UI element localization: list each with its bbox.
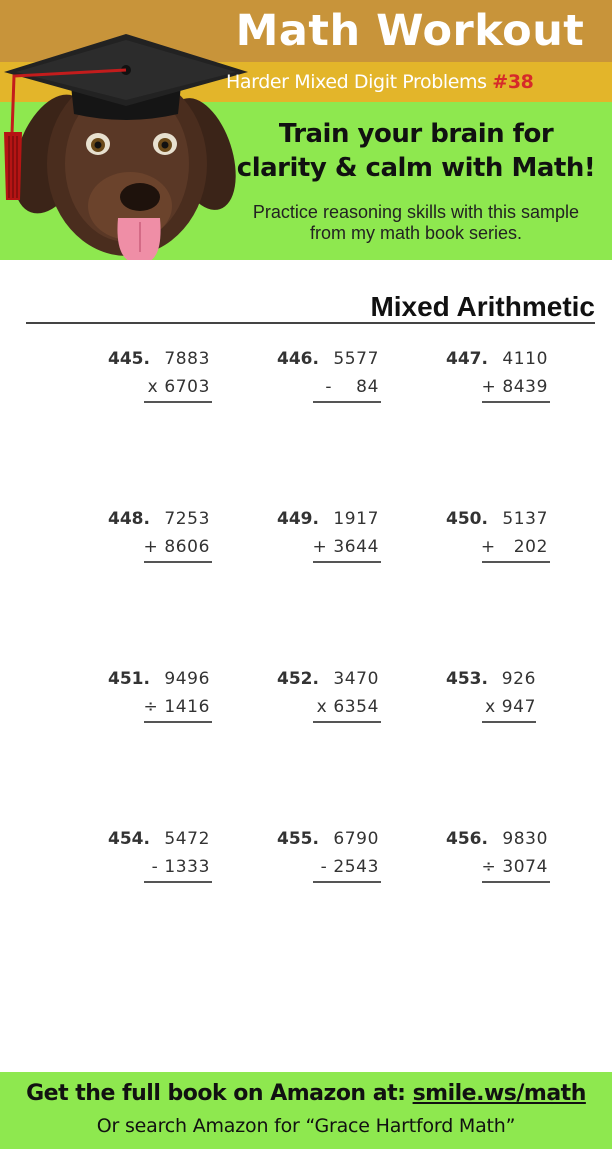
problem-top-operand: 7883: [164, 349, 210, 369]
problem-bottom-operand: - 1333: [151, 857, 210, 877]
problem-number: 451.: [108, 669, 150, 689]
problem-bottom-operand: ÷ 1416: [143, 697, 210, 717]
problem-top-operand: 6790: [333, 829, 379, 849]
problem-number: 445.: [108, 349, 150, 369]
problem-448: [108, 509, 228, 569]
problem-number: 447.: [446, 349, 488, 369]
problem-bottom-operand: x 6703: [147, 377, 210, 397]
answer-line: [482, 401, 550, 403]
answer-line: [482, 881, 550, 883]
dog-graduate-illustration: [0, 14, 250, 260]
answer-line: [144, 721, 212, 723]
footer-line-2: Or search Amazon for “Grace Hartford Math”: [96, 1115, 516, 1137]
problem-bottom-operand: + 8439: [481, 377, 548, 397]
problem-449: [277, 509, 397, 569]
problem-451: [108, 669, 228, 729]
problem-number: 448.: [108, 509, 150, 529]
answer-line: [144, 561, 212, 563]
page-subtitle: [226, 71, 533, 93]
problem-top-operand: 5137: [502, 509, 548, 529]
problem-number: 452.: [277, 669, 319, 689]
problem-top-operand: 9830: [502, 829, 548, 849]
footer-line-1-prefix: Get the full book on Amazon at:: [26, 1081, 413, 1106]
blurb: [226, 202, 606, 244]
subtitle-text: Harder Mixed Digit Problems: [226, 71, 487, 93]
worksheet-title: Mixed Arithmetic: [370, 291, 595, 322]
problem-bottom-operand: x 947: [485, 697, 536, 717]
problem-top-operand: 926: [501, 669, 536, 689]
problem-top-operand: 7253: [164, 509, 210, 529]
answer-line: [144, 881, 212, 883]
dog-nose: [120, 183, 160, 211]
problem-top-operand: 5472: [164, 829, 210, 849]
footer-line-1: [0, 1081, 612, 1106]
answer-line: [313, 561, 381, 563]
problem-top-operand: 9496: [164, 669, 210, 689]
problem-454: [108, 829, 228, 889]
answer-line: [313, 881, 381, 883]
problem-450: [446, 509, 566, 569]
problem-bottom-operand: ÷ 3074: [481, 857, 548, 877]
blurb-line-2: from my math book series.: [309, 223, 523, 243]
worksheet-divider: [26, 322, 595, 324]
problem-top-operand: 4110: [502, 349, 548, 369]
problem-number: 455.: [277, 829, 319, 849]
problem-456: [446, 829, 566, 889]
problem-bottom-operand: x 6354: [316, 697, 379, 717]
problem-number: 449.: [277, 509, 319, 529]
tagline: [226, 117, 606, 185]
problem-number: 450.: [446, 509, 488, 529]
tagline-line-2: clarity & calm with Math!: [236, 153, 596, 183]
footer-book-link[interactable]: smile.ws/math: [412, 1081, 586, 1106]
subtitle-number: #38: [492, 71, 534, 93]
problem-top-operand: 5577: [333, 349, 379, 369]
problem-top-operand: 1917: [333, 509, 379, 529]
problem-top-operand: 3470: [333, 669, 379, 689]
problem-number: 454.: [108, 829, 150, 849]
problem-number: 446.: [277, 349, 319, 369]
problem-number: 456.: [446, 829, 488, 849]
tagline-line-1: Train your brain for: [278, 119, 554, 149]
problem-bottom-operand: + 202: [480, 537, 548, 557]
answer-line: [482, 721, 536, 723]
answer-line: [313, 721, 381, 723]
problem-bottom-operand: - 2543: [320, 857, 379, 877]
answer-line: [313, 401, 381, 403]
problem-446: [277, 349, 397, 409]
problem-445: [108, 349, 228, 409]
blurb-line-1: Practice reasoning skills with this sample: [252, 202, 580, 222]
problem-bottom-operand: - 84: [325, 377, 379, 397]
problem-455: [277, 829, 397, 889]
problem-bottom-operand: + 8606: [143, 537, 210, 557]
answer-line: [144, 401, 212, 403]
problem-453: [446, 669, 566, 729]
problem-number: 453.: [446, 669, 488, 689]
problem-452: [277, 669, 397, 729]
problem-bottom-operand: + 3644: [312, 537, 379, 557]
page-title: Math Workout: [235, 6, 585, 56]
problem-447: [446, 349, 566, 409]
answer-line: [482, 561, 550, 563]
